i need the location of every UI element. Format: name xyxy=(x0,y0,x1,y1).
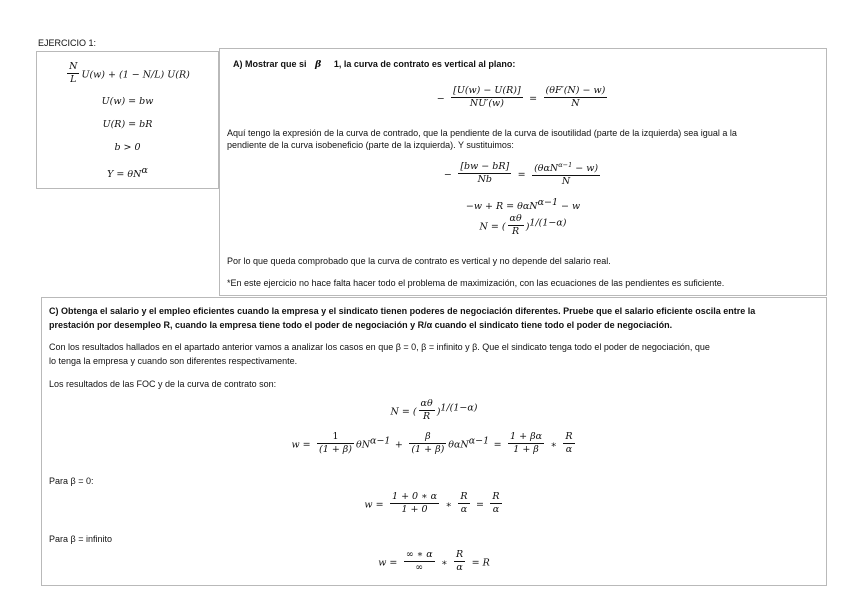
section-a-eq1: − $\frac{[U(w) - U(R)]}{NU'(w)}$ = $\frac{(\theta F'(N) - w)}{N}$ xyxy=(436,85,606,109)
model-eq2: U(w) = bw xyxy=(101,96,154,107)
section-c-heading-line2: prestación por desempleo R, cuando la empresa tiene todo el poder de negociación y R/α cuando el sindicato tiene todo el poder de negociación. xyxy=(49,320,673,330)
exercise-title: EJERCICIO 1: xyxy=(38,38,97,48)
section-c-box xyxy=(41,297,827,586)
case2-label: Para β = infinito xyxy=(49,534,112,544)
section-c-para1-line1: Con los resultados hallados en el apartado anterior vamos a analizar los casos en que β = 0, β = infinito y β. Que el sindicato tenga todo el poder de negociación, que xyxy=(49,342,710,352)
section-a-box xyxy=(219,48,827,296)
section-c-para1-line2: lo tenga la empresa y cuando son diferentes respectivamente. xyxy=(49,356,298,366)
section-a-eq2: − $\frac{[bw - bR]}{Nb}$ = $\frac{(\theta\alpha N^{\alpha-1} - w)}{N}$ xyxy=(443,161,599,187)
model-eq1: $\frac{N}{L}$ U(w) + (1 − N/L) U(R) xyxy=(69,61,190,85)
section-c-eq-w: w = $\frac{1}{(1 + \beta)}$ $\theta N^{\alpha-1}$ + $\frac{\beta}{(1 + \beta)}$ θαN$^{\alpha-1}$ = $\frac{1 + \beta\alpha}{1 + \beta}$ ∗ $\frac{R}{\alpha}$ xyxy=(291,431,573,455)
model-eq5: $Y = \theta N^\alpha$ xyxy=(107,165,148,180)
section-a-note: *En este ejercicio no hace falta hacer todo el problema de maximización, con las ecuaciones de las pendientes es suficiente. xyxy=(227,278,725,288)
case1-label: Para β = 0: xyxy=(49,476,94,486)
model-box xyxy=(36,51,219,189)
section-c-para2: Los resultados de las FOC y de la curva de contrato son: xyxy=(49,379,277,389)
model-eq3: U(R) = bR xyxy=(102,119,153,130)
section-a-para1-line2: pendiente de la curva isobeneficio (parte de la izquierda). Y sustituimos: xyxy=(227,140,514,150)
section-a-conclusion: Por lo que queda comprobado que la curva de contrato es vertical y no depende del salario real. xyxy=(227,256,611,266)
case1-eq: w = $\frac{1 + 0 ∗ \alpha}{1 + 0}$ ∗ $\frac{R}{\alpha}$ = $\frac{R}{\alpha}$ xyxy=(364,491,500,515)
section-a-eq4: N = ( $\frac{\alpha\theta}{R}$ )$^{1/(1-\alpha)}$ xyxy=(479,213,567,237)
section-a-eq3: −w + R = θαN$^{\alpha-1}$ − w xyxy=(465,197,581,212)
section-c-heading-line1: C) Obtenga el salario y el empleo eficientes cuando la empresa y el sindicato tienen poderes de negociación diferentes. Pruebe que el salario eficiente oscila entre la xyxy=(49,306,756,316)
model-eq4: b > 0 xyxy=(114,142,141,153)
case2-eq: w = $\frac{\infty ∗ \alpha}{\infty}$ ∗ $\frac{R}{\alpha}$ = R xyxy=(378,549,490,573)
section-c-eq-n: N = ( $\frac{\alpha\theta}{R}$ )$^{1/(1-\alpha)}$ xyxy=(390,398,478,422)
section-a-para1-line1: Aquí tengo la expresión de la curva de contrado, que la pendiente de la curva de isoutilidad (parte de la izquierda) sea igual a la xyxy=(227,128,737,138)
section-a-heading: A) Mostrar que si β 1, la curva de contrato es vertical al plano: xyxy=(233,59,516,70)
